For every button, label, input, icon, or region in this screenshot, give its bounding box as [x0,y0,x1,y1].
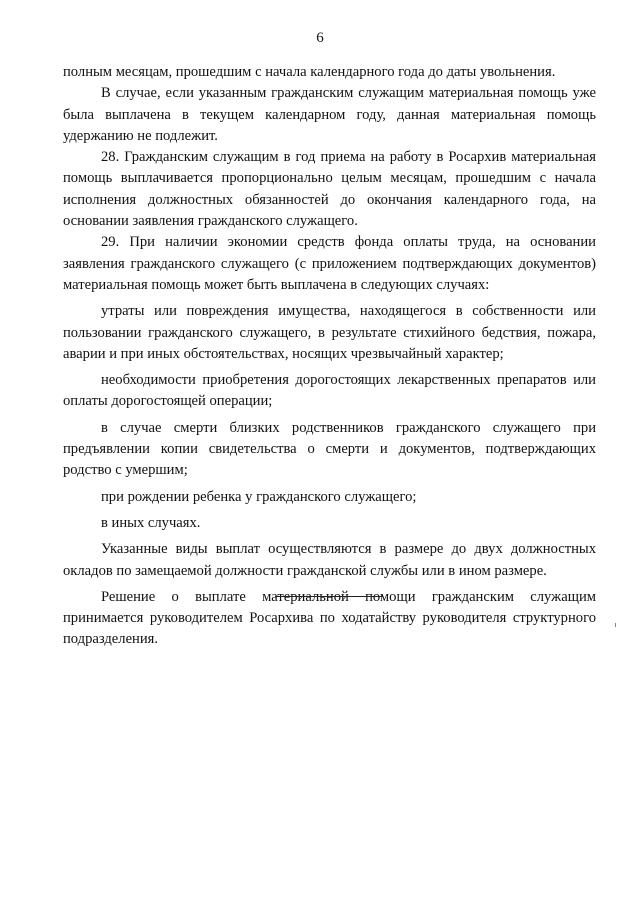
scan-artifact-mark [615,623,616,627]
paragraph-28: 28. Гражданским служащим в год приема на работу в Росархив материальная помощь выплачивается пропорционально целым месяцам, прошедшим с начала исполнения должностных обязанностей до окончания календарного года, на основании заявления гражданского служащего. [63,149,596,230]
document-body [63,62,596,651]
list-item-child-birth: при рождении ребенка у гражданского служащего; [101,488,417,505]
list-item-relative-death: в случае смерти близких родственников гражданского служащего при предъявлении копии свидетельства о смерти и документов, подтверждающих родство с умершим; [63,419,596,479]
list-item-property-loss: утраты или повреждения имущества, находящегося в собственности или пользовании гражданского служащего, в результате стихийного бедствия, пожара, аварии и при иных обстоятельствах, носящих чрезвычайный характер; [63,303,596,362]
paragraph-payment-amount: Указанные виды выплат осуществляются в размере до двух должностных окладов по замещаемой должности гражданской службы или в ином размере. [63,541,596,579]
page-number: 6 [316,30,324,46]
paragraph-continuation: полным месяцам, прошедшим с начала календарного года до даты увольнения. [63,64,556,80]
list-item-other-cases: в иных случаях. [101,514,201,531]
paragraph-decision: Решение о выплате материальной помощи гражданским служащим принимается руководителем Росархива по ходатайству руководителя структурного подразделения. [63,588,596,648]
paragraph-29: 29. При наличии экономии средств фонда оплаты труда, на основании заявления гражданского служащего (с приложением подтверждающих документов) материальная помощь может быть выплачена в следующих случаях: [63,234,596,293]
paragraph-already-paid: В случае, если указанным гражданским служащим материальная помощь уже была выплачена в текущем календарном году, данная материальная помощь удержанию не подлежит. [63,85,596,144]
end-separator-line [275,596,383,597]
list-item-medicine: необходимости приобретения дорогостоящих лекарственных препаратов или оплаты дорогостоящей операции; [63,372,596,410]
